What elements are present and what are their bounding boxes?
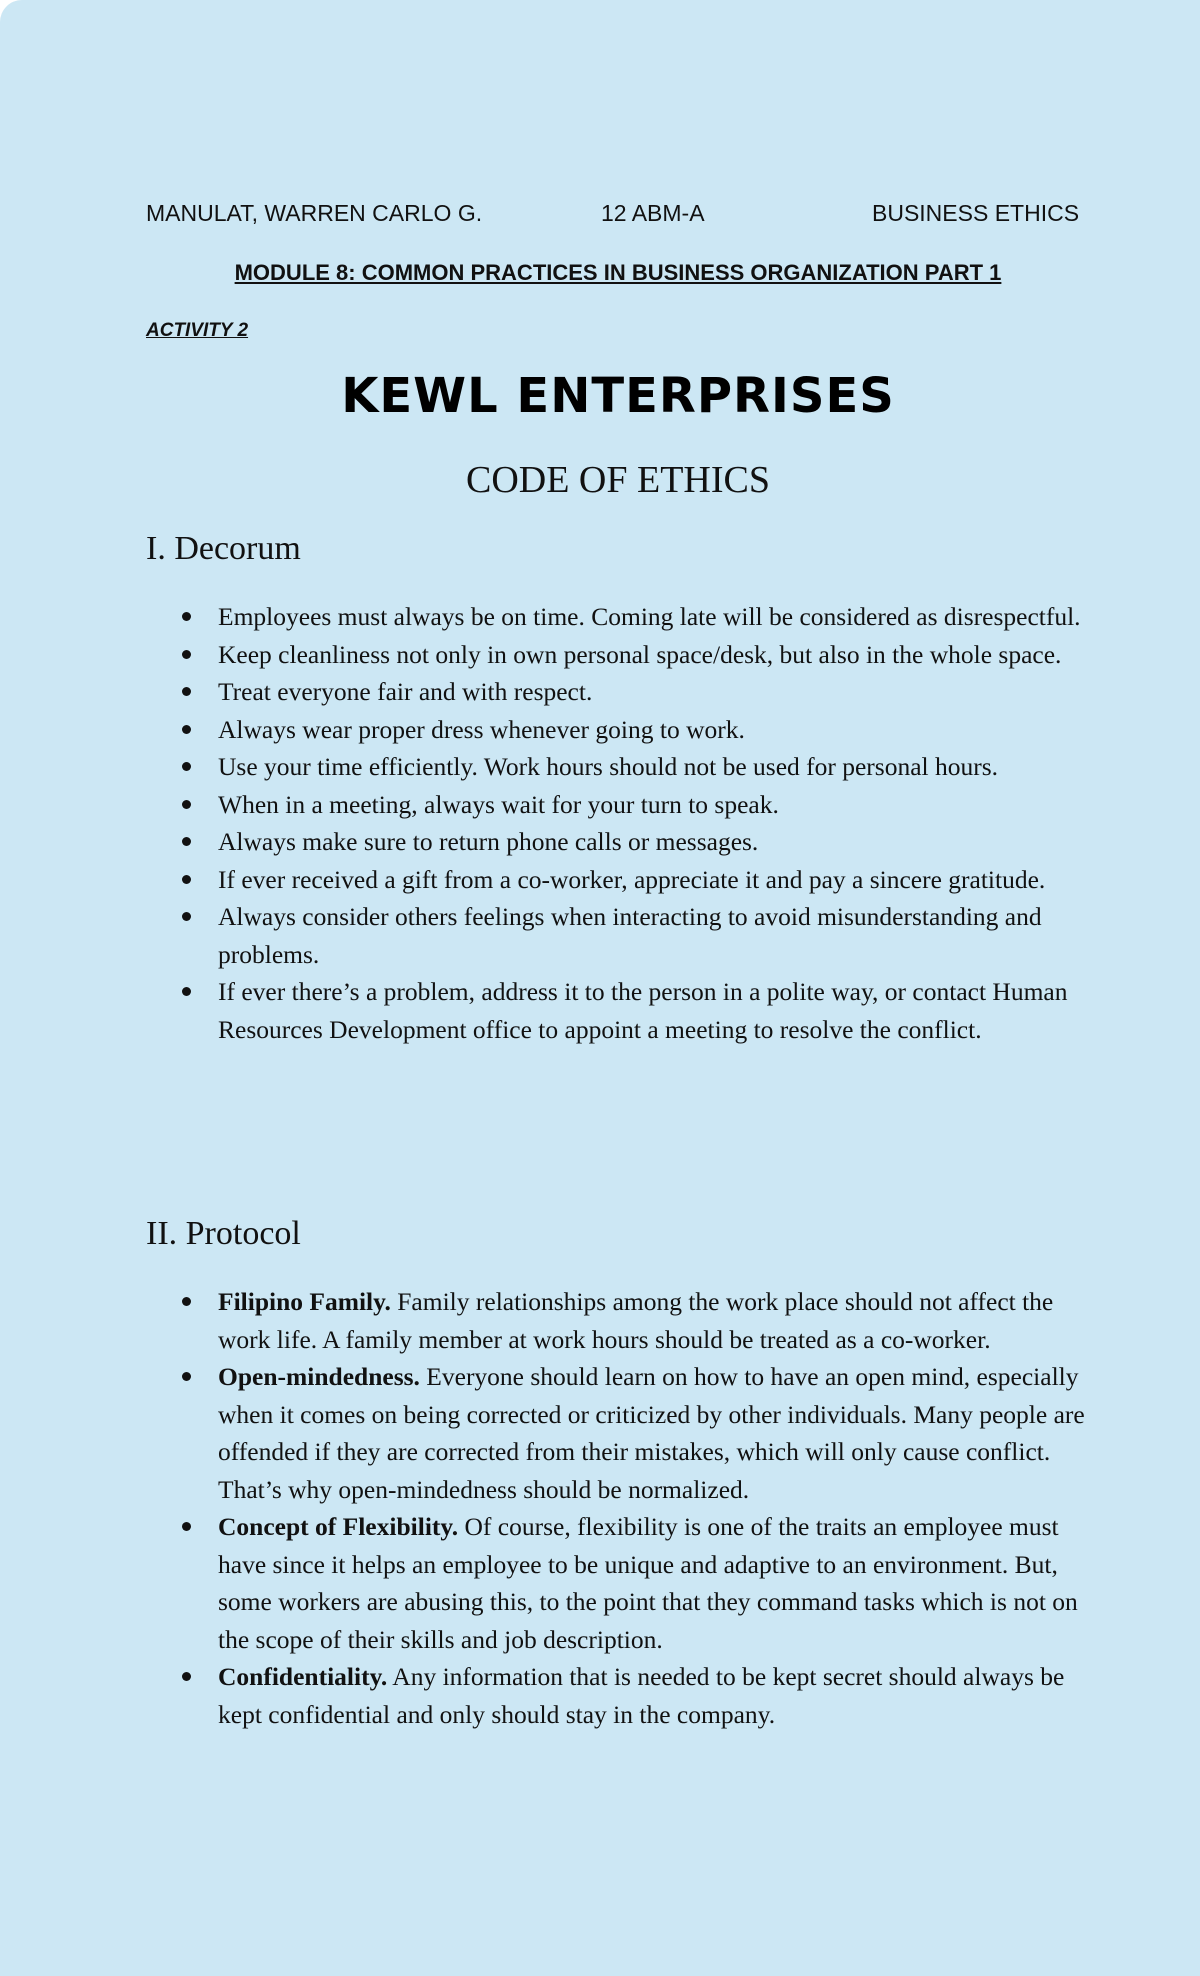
bullet-icon	[182, 1372, 191, 1381]
bullet-icon	[182, 1672, 191, 1681]
bullet-icon	[182, 800, 191, 809]
list-item	[146, 636, 1096, 674]
bullet-icon	[182, 837, 191, 846]
item-text: Always make sure to return phone calls or messages.	[218, 827, 759, 856]
list-item	[146, 1658, 1096, 1733]
bullet-icon	[182, 612, 191, 621]
bullet-icon	[182, 912, 191, 921]
list-item	[146, 748, 1096, 786]
bullet-icon	[182, 725, 191, 734]
bullet-icon	[182, 1522, 191, 1531]
company-name: KEWL ENTERPRISES	[341, 368, 895, 424]
decorum-list	[146, 598, 1096, 1048]
bullet-icon	[182, 687, 191, 696]
item-text: Any information that is needed to be kept secret should always be kept confidential and only should stay in the company.	[218, 1662, 1065, 1729]
item-text: If ever there’s a problem, address it to the person in a polite way, or contact Human Resources Development office to appoint a meeting to resolve the conflict.	[218, 977, 1068, 1044]
item-text: Of course, flexibility is one of the traits an employee must have since it helps an employee to be unique and adaptive to an environment. But, some workers are abusing this, to the point that they command tasks which is not on the scope of their skills and job description.	[218, 1512, 1078, 1654]
student-name: MANULAT, WARREN CARLO G.	[146, 200, 483, 226]
bullet-icon	[182, 762, 191, 771]
list-item	[146, 823, 1096, 861]
item-text: Employees must always be on time. Coming late will be considered as disrespectful.	[218, 602, 1081, 631]
bullet-icon	[182, 875, 191, 884]
item-text: Treat everyone fair and with respect.	[218, 677, 593, 706]
bullet-icon	[182, 1297, 191, 1306]
list-item	[146, 1508, 1096, 1658]
list-item	[146, 1283, 1096, 1358]
activity-label: ACTIVITY 2	[146, 320, 249, 341]
item-text: If ever received a gift from a co-worker, appreciate it and pay a sincere gratitude.	[218, 864, 1046, 894]
item-text: Always wear proper dress whenever going to work.	[218, 714, 745, 744]
list-item	[146, 973, 1096, 1048]
protocol-list	[146, 1283, 1096, 1733]
bullet-icon	[182, 987, 191, 996]
list-item	[146, 598, 1096, 636]
document-title: CODE OF ETHICS	[465, 459, 771, 501]
list-item	[146, 673, 1096, 711]
subject-name: BUSINESS ETHICS	[872, 200, 1080, 226]
list-item	[146, 711, 1096, 749]
bullet-icon	[182, 650, 191, 659]
header-line	[146, 200, 1080, 234]
class-section: 12 ABM-A	[601, 200, 705, 226]
list-item	[146, 861, 1096, 899]
list-item	[146, 898, 1096, 973]
item-term: Open-mindedness.	[218, 1362, 420, 1391]
item-term: Confidentiality.	[218, 1662, 388, 1691]
list-item	[146, 1358, 1096, 1508]
list-item	[146, 786, 1096, 824]
item-text: Keep cleanliness not only in own personal space/desk, but also in the whole space.	[218, 639, 1062, 669]
item-term: Filipino Family.	[218, 1287, 391, 1316]
item-text: Everyone should learn on how to have an open mind, especially when it comes on being corrected or criticized by other individuals. Many people are offended if they are corrected from their mistakes, which will only cause conflict. That’s why open-mindedness should be normalized.	[218, 1362, 1085, 1504]
item-text: Always consider others feelings when interacting to avoid misunderstanding and problems.	[218, 902, 1042, 969]
item-text: When in a meeting, always wait for your turn to speak.	[218, 789, 779, 819]
section-heading-protocol: II. Protocol	[146, 1215, 301, 1252]
item-text: Family relationships among the work place should not affect the work life. A family member at work hours should be treated as a co-worker.	[218, 1287, 1054, 1354]
item-term: Concept of Flexibility.	[218, 1512, 459, 1541]
module-title: MODULE 8: COMMON PRACTICES IN BUSINESS ORGANIZATION PART 1	[234, 260, 1002, 285]
item-text: Use your time efficiently. Work hours should not be used for personal hours.	[218, 752, 999, 781]
section-heading-decorum: I. Decorum	[146, 530, 301, 567]
